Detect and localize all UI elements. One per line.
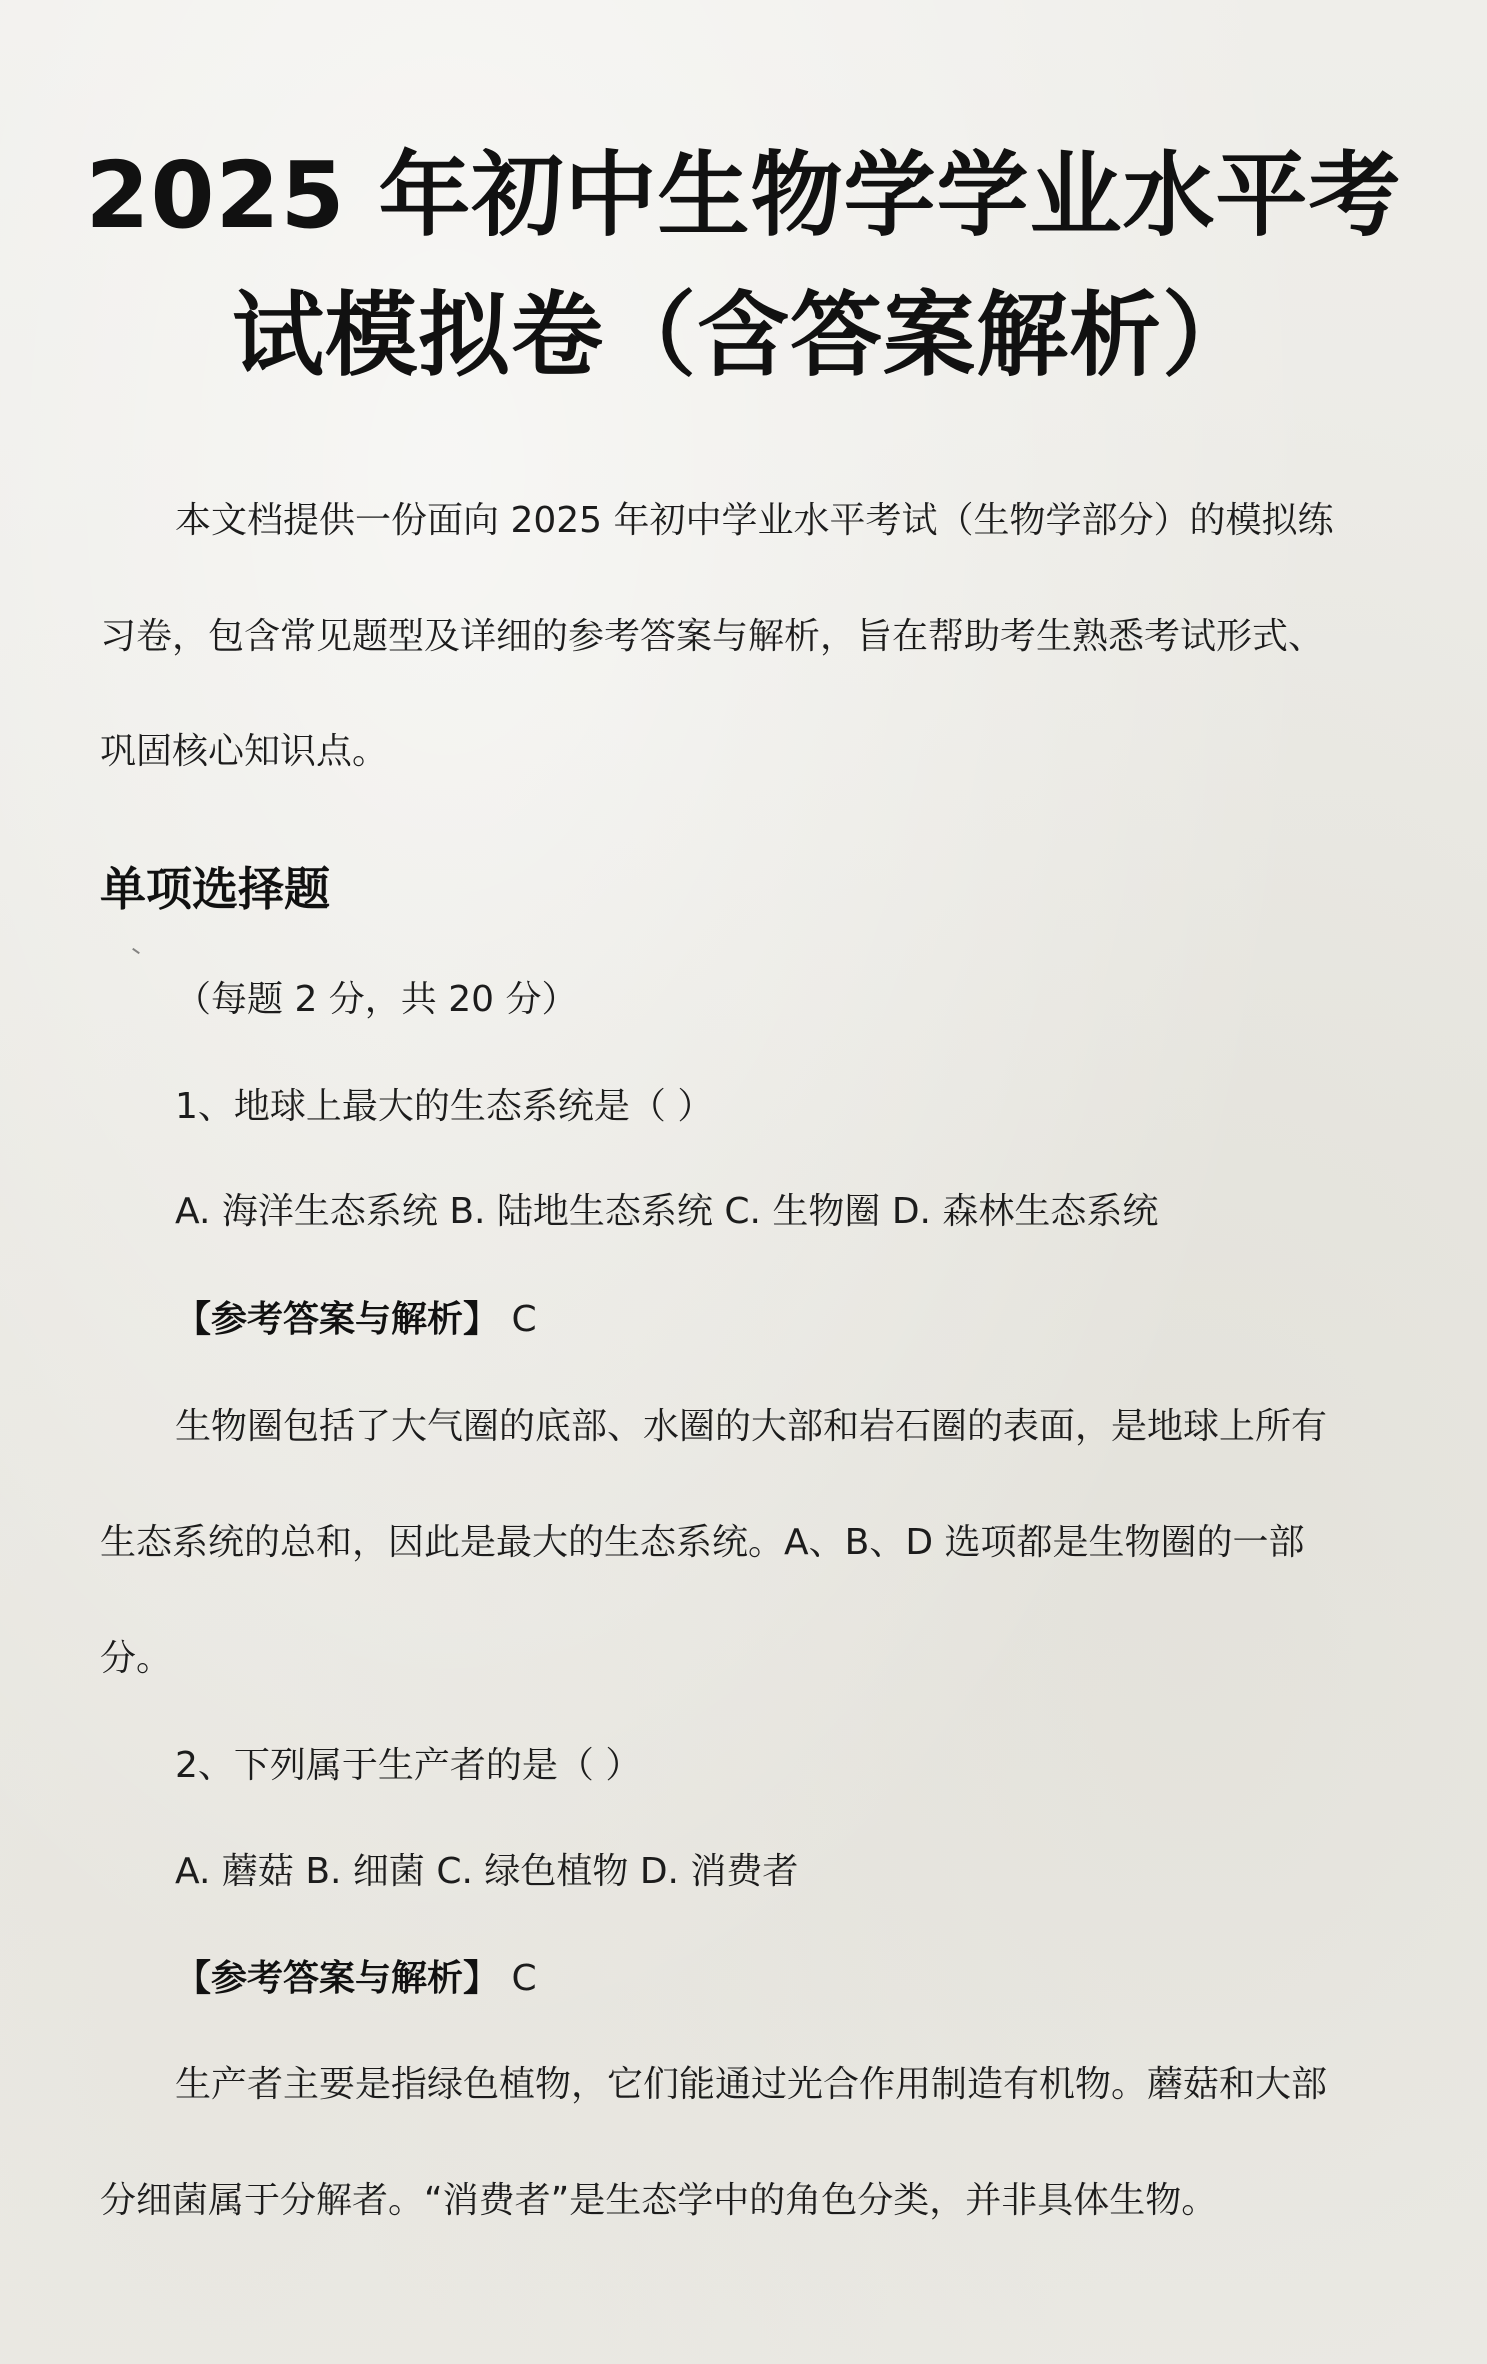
question-1-explanation-line-2: 生态系统的总和，因此是最大的生态系统。A、B、D 选项都是生物圈的一部 xyxy=(100,1522,1305,1563)
section-scoring: （每题 2 分，共 20 分） xyxy=(175,979,578,1020)
question-2-answer xyxy=(175,1958,537,1999)
question-2-explanation-line-2: 分细菌属于分解者。“消费者”是生态学中的角色分类，并非具体生物。 xyxy=(100,2180,1218,2221)
intro-line-3: 巩固核心知识点。 xyxy=(100,731,389,772)
question-1-explanation-line-3: 分。 xyxy=(100,1638,173,1679)
answer-value: C xyxy=(511,1958,537,1999)
question-2-stem: 2、下列属于生产者的是（ ） xyxy=(175,1745,642,1786)
section-heading: 单项选择题 xyxy=(100,862,330,916)
question-1-explanation-line-1: 生物圈包括了大气圈的底部、水圈的大部和岩石圈的表面，是地球上所有 xyxy=(175,1406,1328,1447)
question-2-explanation-line-1: 生产者主要是指绿色植物，它们能通过光合作用制造有机物。蘑菇和大部 xyxy=(175,2064,1328,2105)
intro-line-1: 本文档提供一份面向 2025 年初中学业水平考试（生物学部分）的模拟练 xyxy=(175,500,1334,541)
question-1-answer xyxy=(175,1299,537,1340)
question-2-options: A. 蘑菇 B. 细菌 C. 绿色植物 D. 消费者 xyxy=(175,1851,799,1892)
answer-value: C xyxy=(511,1299,537,1340)
answer-tag: 【参考答案与解析】 xyxy=(175,1299,512,1340)
question-1-options: A. 海洋生态系统 B. 陆地生态系统 C. 生物圈 D. 森林生态系统 xyxy=(175,1191,1159,1232)
question-1-stem: 1、地球上最大的生态系统是（ ） xyxy=(175,1086,714,1127)
paper-speck xyxy=(132,948,140,954)
document-title-line-2: 试模拟卷（含答案解析） xyxy=(231,282,1255,389)
document-title-line-1: 2025 年初中生物学学业水平考 xyxy=(85,142,1402,249)
intro-line-2: 习卷，包含常见题型及详细的参考答案与解析，旨在帮助考生熟悉考试形式、 xyxy=(100,616,1325,657)
answer-tag: 【参考答案与解析】 xyxy=(175,1958,512,1999)
